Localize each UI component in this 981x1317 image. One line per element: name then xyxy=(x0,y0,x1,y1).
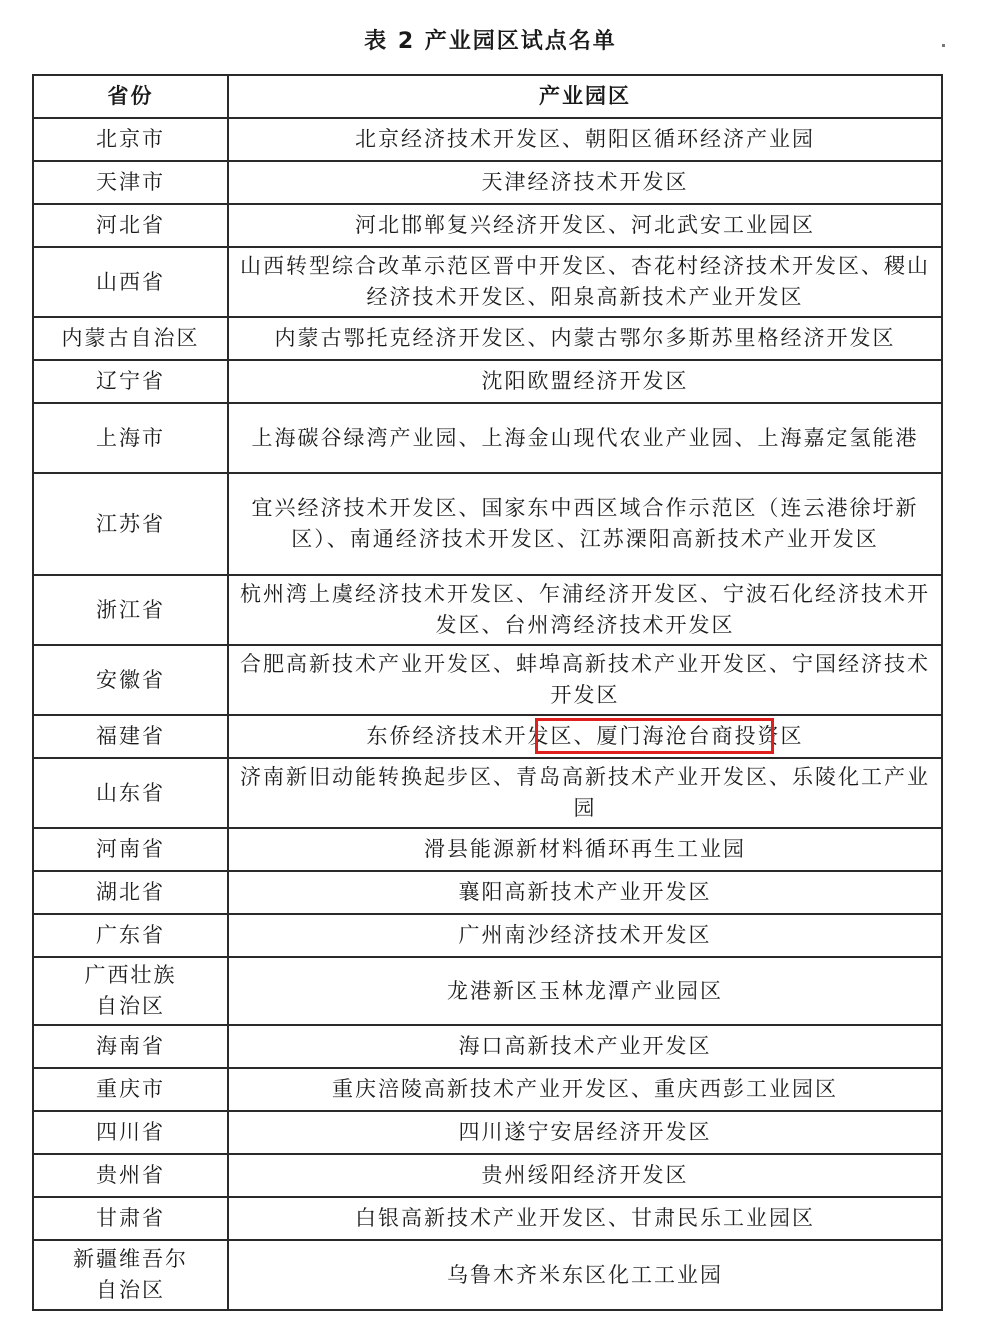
header-province: 省份 xyxy=(33,75,228,118)
header-park: 产业园区 xyxy=(228,75,942,118)
province-cell: 内蒙古自治区 xyxy=(33,317,228,360)
park-cell: 上海碳谷绿湾产业园、上海金山现代农业产业园、上海嘉定氢能港 xyxy=(228,403,942,473)
park-cell: 海口高新技术产业开发区 xyxy=(228,1025,942,1068)
park-cell: 广州南沙经济技术开发区 xyxy=(228,914,942,957)
park-cell: 河北邯郸复兴经济开发区、河北武安工业园区 xyxy=(228,204,942,247)
park-cell: 四川遂宁安居经济开发区 xyxy=(228,1111,942,1154)
province-cell: 广西壮族自治区 xyxy=(33,957,228,1025)
province-cell: 上海市 xyxy=(33,403,228,473)
scan-speck xyxy=(942,44,945,47)
province-cell: 山西省 xyxy=(33,247,228,317)
table-row xyxy=(33,161,942,204)
table-row xyxy=(33,1068,942,1111)
table-row xyxy=(33,204,942,247)
province-cell: 新疆维吾尔自治区 xyxy=(33,1240,228,1310)
park-cell: 北京经济技术开发区、朝阳区循环经济产业园 xyxy=(228,118,942,161)
table-row xyxy=(33,828,942,871)
park-cell: 襄阳高新技术产业开发区 xyxy=(228,871,942,914)
table-row xyxy=(33,473,942,575)
park-cell: 天津经济技术开发区 xyxy=(228,161,942,204)
table-row xyxy=(33,317,942,360)
park-cell: 重庆涪陵高新技术产业开发区、重庆西彭工业园区 xyxy=(228,1068,942,1111)
province-cell: 辽宁省 xyxy=(33,360,228,403)
table-row xyxy=(33,871,942,914)
province-cell: 天津市 xyxy=(33,161,228,204)
park-cell: 贵州绥阳经济开发区 xyxy=(228,1154,942,1197)
park-cell: 白银高新技术产业开发区、甘肃民乐工业园区 xyxy=(228,1197,942,1240)
province-cell: 河南省 xyxy=(33,828,228,871)
park-cell: 杭州湾上虞经济技术开发区、乍浦经济开发区、宁波石化经济技术开发区、台州湾经济技术开发区 xyxy=(228,575,942,645)
park-cell xyxy=(228,715,942,758)
pilot-park-table xyxy=(32,74,943,1311)
province-cell: 甘肃省 xyxy=(33,1197,228,1240)
table-row xyxy=(33,914,942,957)
table-row xyxy=(33,360,942,403)
province-cell: 浙江省 xyxy=(33,575,228,645)
table-header-row xyxy=(33,75,942,118)
park-cell: 合肥高新技术产业开发区、蚌埠高新技术产业开发区、宁国经济技术开发区 xyxy=(228,645,942,715)
province-cell: 北京市 xyxy=(33,118,228,161)
table-row xyxy=(33,1111,942,1154)
table-row xyxy=(33,575,942,645)
table-row xyxy=(33,645,942,715)
province-cell: 湖北省 xyxy=(33,871,228,914)
province-cell: 海南省 xyxy=(33,1025,228,1068)
table-row xyxy=(33,1025,942,1068)
province-cell: 广东省 xyxy=(33,914,228,957)
table-row xyxy=(33,1240,942,1310)
province-cell: 福建省 xyxy=(33,715,228,758)
province-cell: 重庆市 xyxy=(33,1068,228,1111)
province-cell: 山东省 xyxy=(33,758,228,828)
table-row xyxy=(33,118,942,161)
province-cell: 贵州省 xyxy=(33,1154,228,1197)
park-cell: 乌鲁木齐米东区化工工业园 xyxy=(228,1240,942,1310)
table-row xyxy=(33,1154,942,1197)
table-row xyxy=(33,1197,942,1240)
park-cell: 沈阳欧盟经济开发区 xyxy=(228,360,942,403)
park-cell: 龙港新区玉林龙潭产业园区 xyxy=(228,957,942,1025)
province-cell: 四川省 xyxy=(33,1111,228,1154)
province-cell: 江苏省 xyxy=(33,473,228,575)
park-cell: 宜兴经济技术开发区、国家东中西区域合作示范区（连云港徐圩新区）、南通经济技术开发区、江苏溧阳高新技术产业开发区 xyxy=(228,473,942,575)
table-row xyxy=(33,957,942,1025)
park-name-rest: 、厦门海沧台商投资区 xyxy=(573,724,804,748)
province-cell: 安徽省 xyxy=(33,645,228,715)
table-row xyxy=(33,715,942,758)
park-cell: 滑县能源新材料循环再生工业园 xyxy=(228,828,942,871)
table-caption: 表 2 产业园区试点名单 xyxy=(364,29,617,54)
highlighted-park-name: 东侨经济技术开发区 xyxy=(366,724,574,748)
table-row xyxy=(33,247,942,317)
province-cell: 河北省 xyxy=(33,204,228,247)
table-row xyxy=(33,403,942,473)
table-row xyxy=(33,758,942,828)
park-cell: 内蒙古鄂托克经济开发区、内蒙古鄂尔多斯苏里格经济开发区 xyxy=(228,317,942,360)
park-cell: 济南新旧动能转换起步区、青岛高新技术产业开发区、乐陵化工产业园 xyxy=(228,758,942,828)
park-cell: 山西转型综合改革示范区晋中开发区、杏花村经济技术开发区、稷山经济技术开发区、阳泉高新技术产业开发区 xyxy=(228,247,942,317)
